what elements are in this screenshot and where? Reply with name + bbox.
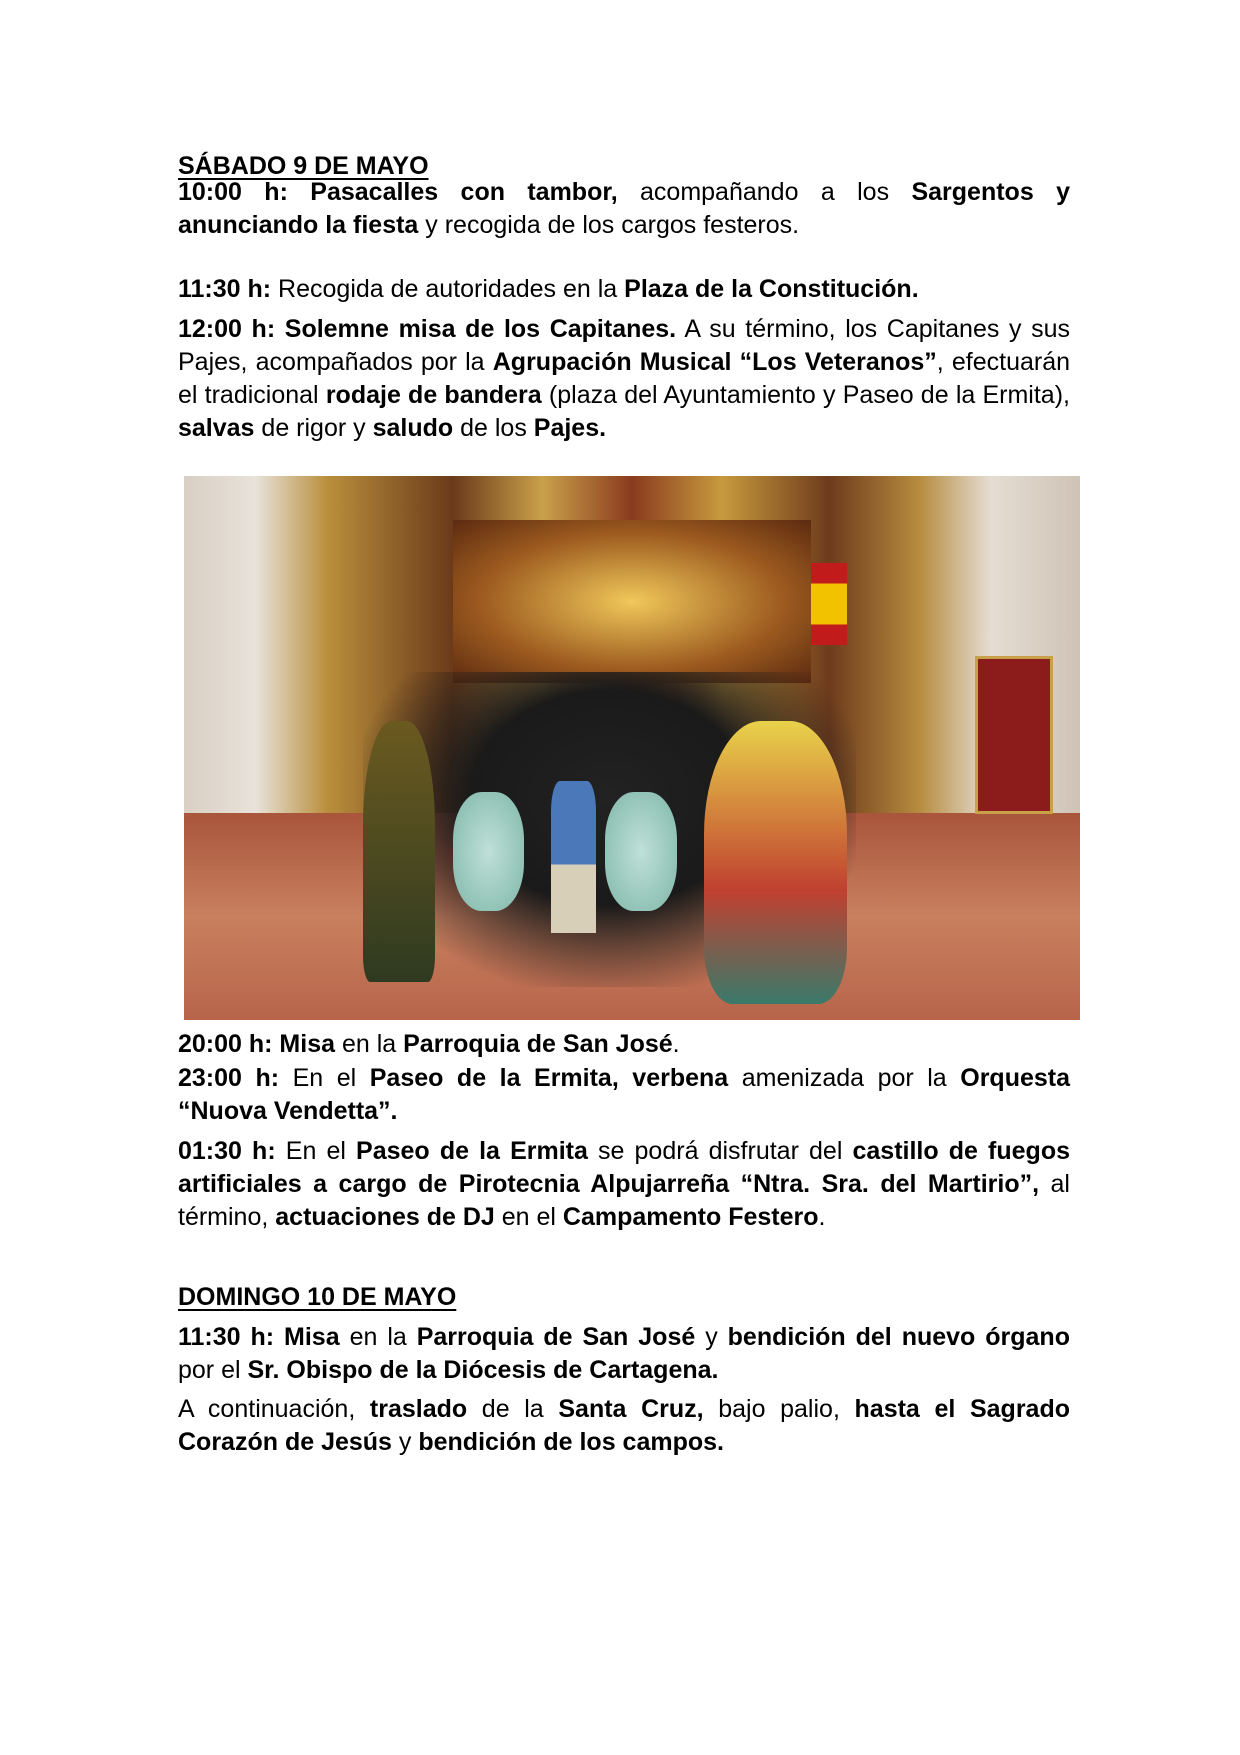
text: al término, [178,1170,1070,1231]
text: de rigor y [254,414,373,442]
boy [551,781,596,933]
bold-text: castillo de fuegos artificiales a cargo de Pirotecnia Alpujarreña “Ntra. Sra. del Martirio”, [178,1137,1070,1198]
bold-text: 11:30 h: Misa [178,1323,340,1351]
schedule-item-1200 [178,313,1070,445]
text: de la [467,1395,559,1423]
spain-flag [811,563,847,645]
text: Recogida de autoridades en la [271,275,625,303]
bold-text: Agrupación Musical “Los Veteranos” [492,348,937,376]
girl-left [453,792,525,912]
lady-dress-right [704,721,847,1004]
text: en la [339,1323,417,1351]
text: y recogida de los cargos festeros. [418,211,800,239]
bold-text: Paseo de la Ermita, verbena [369,1064,729,1092]
text: . [672,1030,680,1058]
text: . [818,1203,826,1231]
text: y [695,1323,728,1351]
bold-text: 10:00 h: Pasacalles con tambor, [178,178,618,206]
church-group-photo [184,476,1080,1020]
bold-text: Parroquia de San José [403,1030,673,1058]
bold-text: 01:30 h: [178,1137,276,1165]
text: (plaza del Ayuntamiento y Paseo de la Ermita), [541,381,1070,409]
religious-banner [975,656,1053,814]
girl-right [605,792,677,912]
text: bajo palio, [703,1395,855,1423]
altar [453,520,811,683]
bold-text: Pajes. [533,414,607,442]
sunday-heading: DOMINGO 10 DE MAYO [178,1283,457,1311]
schedule-item-1130 [178,273,1070,306]
bold-text: bendición de los campos. [418,1428,724,1456]
text: En el [275,1137,357,1165]
text: en la [335,1030,404,1058]
text: A continuación, [178,1395,370,1423]
text: acompañando a los [617,178,912,206]
text: en el [494,1203,563,1231]
schedule-item-2300 [178,1062,1070,1128]
text: amenizada por la [728,1064,961,1092]
schedule-item-sunday-1130 [178,1321,1070,1387]
bold-text: Plaza de la Constitución. [624,275,919,303]
bold-text: 11:30 h: [178,275,272,303]
bold-text: traslado [369,1395,468,1423]
text: por el [178,1356,248,1384]
bold-text: actuaciones de DJ [275,1203,495,1231]
text: de los [453,414,534,442]
text: se podrá disfrutar del [587,1137,853,1165]
lady-dress-left [363,721,435,982]
bold-text: bendición del nuevo órgano [727,1323,1070,1351]
bold-text: Sr. Obispo de la Diócesis de Cartagena. [247,1356,719,1384]
bold-text: rodaje de bandera [325,381,542,409]
bold-text: Sargentos y anunciando la fiesta [178,178,1070,239]
text: A su término, los Capitanes y sus Pajes, acompañados por la [178,315,1071,376]
text: y [391,1428,419,1456]
bold-text: hasta el Sagrado Corazón de Jesús [178,1395,1070,1456]
schedule-item-0130 [178,1135,1070,1234]
text: , efectuarán el tradicional [178,348,1071,409]
bold-text: Orquesta “Nuova Vendetta”. [178,1064,1071,1125]
text: En el [279,1064,370,1092]
bold-text: Campamento Festero [562,1203,819,1231]
bold-text: Parroquia de San José [416,1323,696,1351]
bold-text: salvas [178,414,255,442]
schedule-item-sunday-continuation [178,1393,1070,1459]
schedule-item-2000 [178,1028,1070,1061]
saturday-heading: SÁBADO 9 DE MAYO [178,152,429,180]
bold-text: 20:00 h: Misa [178,1030,336,1058]
bold-text: 12:00 h: Solemne misa de los Capitanes. [178,315,677,343]
bold-text: 23:00 h: [178,1064,280,1092]
bold-text: Santa Cruz, [558,1395,704,1423]
bold-text: saludo [372,414,454,442]
schedule-item-1000 [178,176,1070,242]
bold-text: Paseo de la Ermita [356,1137,588,1165]
